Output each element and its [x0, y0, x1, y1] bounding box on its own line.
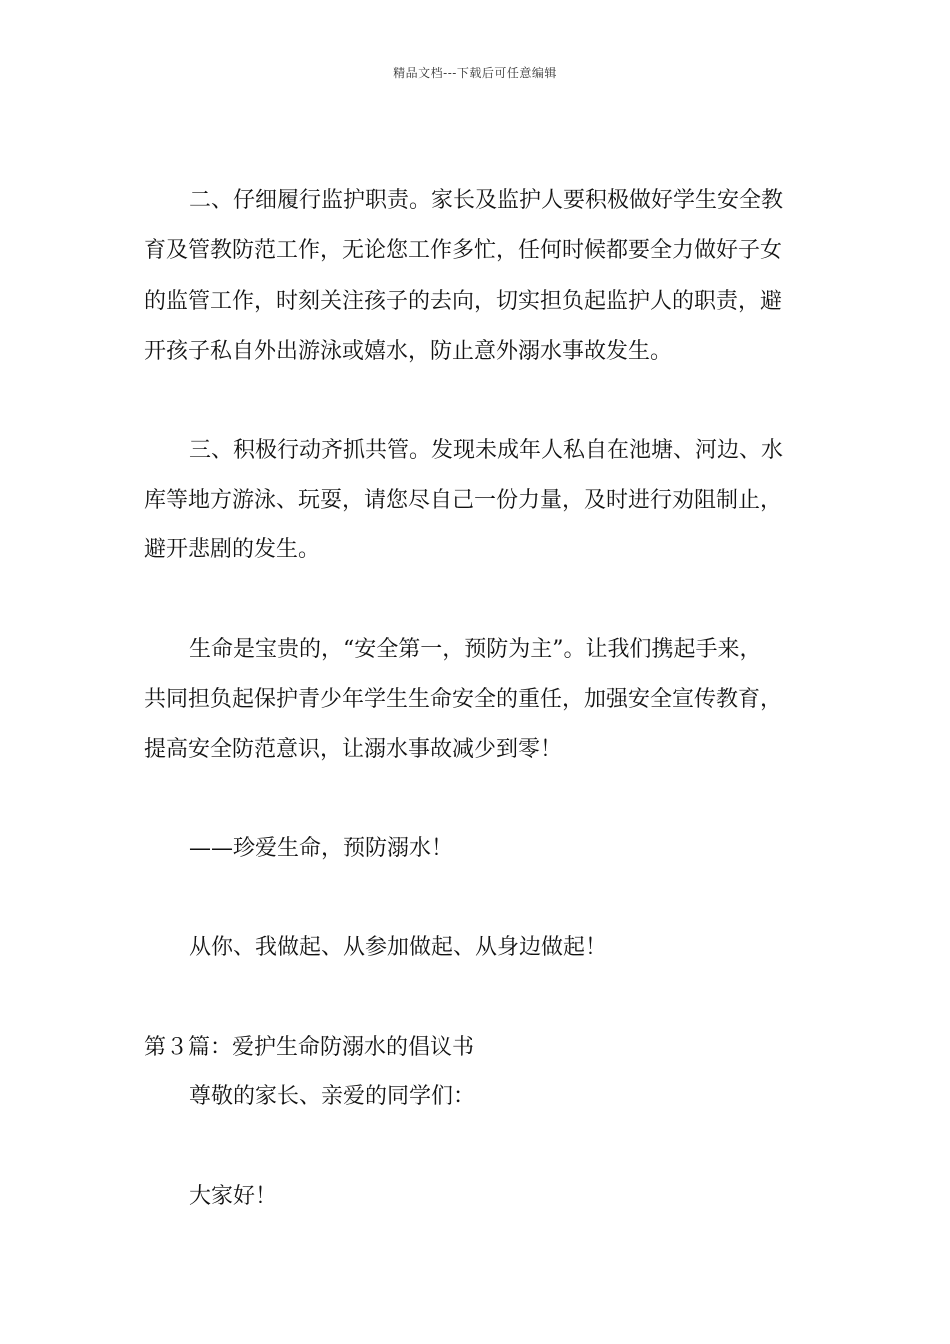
paragraph-2-line-1: 二、仔细履行监护职责。家长及监护人要积极做好学生安全教 [189, 188, 784, 213]
paragraph-3-line-2: 库等地方游泳、玩耍，请您尽自己一份力量，及时进行劝阻制止， [144, 488, 783, 513]
section-title: 第３篇：爱护生命防溺水的倡议书 [144, 1035, 475, 1060]
paragraph-3-line-3: 避开悲剧的发生。 [144, 537, 321, 562]
paragraph-4-line-2: 共同担负起保护青少年学生生命安全的重任，加强安全宣传教育， [144, 687, 783, 712]
paragraph-4-line-3: 提高安全防范意识，让溺水事故减少到零！ [144, 737, 563, 762]
greeting: 大家好！ [189, 1184, 278, 1209]
slogan-line: ——珍爱生命，预防溺水！ [189, 836, 454, 861]
paragraph-2-line-3: 的监管工作，时刻关注孩子的去向，切实担负起监护人的职责，避 [144, 289, 783, 314]
paragraph-2-line-2: 育及管教防范工作，无论您工作多忙，任何时候都要全力做好子女 [144, 238, 783, 263]
paragraph-4-line-1: 生命是宝贵的，“安全第一，预防为主”。让我们携起手来， [189, 637, 762, 662]
paragraph-3-line-1: 三、积极行动齐抓共管。发现未成年人私自在池塘、河边、水 [189, 438, 784, 463]
salutation: 尊敬的家长、亲爱的同学们： [189, 1084, 476, 1109]
paragraph-2-line-4: 开孩子私自外出游泳或嬉水，防止意外溺水事故发生。 [144, 339, 673, 364]
page-header: 精品文档---下载后可任意编辑 [393, 66, 557, 80]
slogan-line-2: 从你、我做起、从参加做起、从身边做起！ [189, 935, 608, 960]
